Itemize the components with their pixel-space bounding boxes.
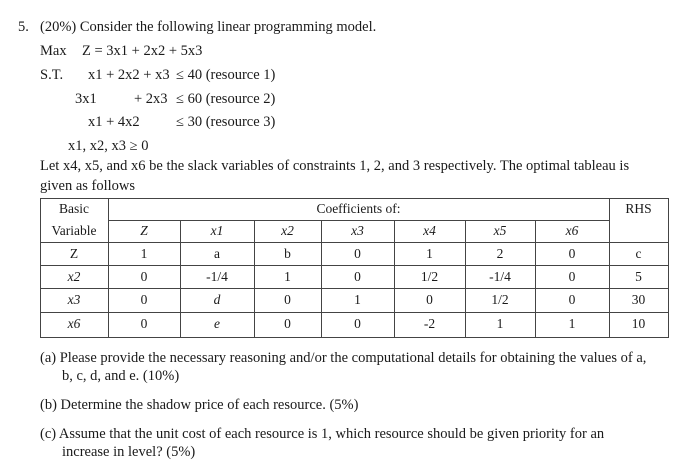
row-x3-cell: 1/2 bbox=[491, 292, 509, 307]
objective-function: Z = 3x1 + 2x2 + 5x3 bbox=[82, 43, 203, 59]
row-z-cell: 1 bbox=[140, 246, 148, 261]
part-b-text: (b) Determine the shadow price of each resource. (5%) bbox=[40, 397, 359, 413]
column-header-x5: x5 bbox=[493, 223, 507, 238]
optimal-tableau bbox=[40, 198, 669, 338]
coefficients-header: Coefficients of: bbox=[316, 201, 401, 216]
row-x6-cell: 0 bbox=[354, 316, 361, 331]
row-z-cell: a bbox=[214, 246, 220, 261]
row-x6-basic: x6 bbox=[67, 316, 81, 331]
row-z-cell: b bbox=[284, 246, 291, 261]
problem-number: 5. bbox=[18, 19, 29, 35]
row-z-cell: 0 bbox=[354, 246, 361, 261]
part-a-text: (a) Please provide the necessary reasoning and/or the computational details for obtaining the values of a, bbox=[40, 350, 647, 366]
row-x3-basic: x3 bbox=[67, 292, 81, 307]
column-header-x1: x1 bbox=[210, 223, 224, 238]
row-x6-cell: 0 bbox=[284, 316, 291, 331]
nonnegativity-constraint: x1, x2, x3 ≥ 0 bbox=[68, 138, 149, 154]
row-x3-cell: 0 bbox=[140, 292, 148, 307]
part-a-text-cont: b, c, d, and e. (10%) bbox=[62, 368, 180, 384]
row-x2-cell: 0 bbox=[140, 269, 148, 284]
row-x2-rhs: 5 bbox=[635, 269, 642, 284]
st-label: S.T. bbox=[40, 67, 64, 83]
row-z-cell: 0 bbox=[568, 246, 576, 261]
row-x6-cell: e bbox=[214, 316, 220, 331]
slack-variables-text-cont: given as follows bbox=[40, 178, 136, 194]
column-header-x2: x2 bbox=[281, 223, 294, 238]
constraint-1-lhs: x1 + 2x2 + x3 bbox=[88, 67, 170, 83]
row-x2-cell: 1/2 bbox=[420, 269, 439, 284]
row-x6-cell: 0 bbox=[140, 316, 148, 331]
row-x3-cell: 0 bbox=[568, 292, 576, 307]
row-x2-cell: 0 bbox=[568, 269, 576, 284]
constraint-3-rhs: ≤ 30 (resource 3) bbox=[176, 114, 276, 130]
row-x3-cell: 1 bbox=[354, 292, 361, 307]
part-c-text-cont: increase in level? (5%) bbox=[62, 444, 196, 460]
part-c-text: (c) Assume that the unit cost of each resource is 1, which resource should be given priority for an bbox=[40, 426, 605, 442]
row-x2-cell: 1 bbox=[284, 269, 291, 284]
row-x3-cell: d bbox=[213, 292, 221, 307]
row-x6-rhs: 10 bbox=[631, 316, 646, 331]
max-label: Max bbox=[40, 43, 67, 59]
row-z-cell: 1 bbox=[426, 246, 433, 261]
constraint-2-lhs-term-2: + 2x3 bbox=[134, 91, 168, 107]
column-header-z: Z bbox=[140, 223, 148, 238]
basic-header: Basic bbox=[59, 201, 89, 216]
constraint-1-rhs: ≤ 40 (resource 1) bbox=[176, 67, 276, 83]
row-x6-cell: 1 bbox=[568, 316, 576, 331]
row-x2-cell: -1/4 bbox=[206, 269, 228, 284]
row-x3-cell: 0 bbox=[426, 292, 433, 307]
rhs-header: RHS bbox=[625, 201, 652, 216]
row-z-rhs: c bbox=[635, 246, 642, 261]
row-x2-cell: -1/4 bbox=[489, 269, 511, 284]
column-header-x4: x4 bbox=[423, 223, 436, 238]
row-x2-cell: 0 bbox=[354, 269, 361, 284]
column-header-x3: x3 bbox=[351, 223, 364, 238]
row-x2-basic: x2 bbox=[67, 269, 81, 284]
constraint-2-rhs: ≤ 60 (resource 2) bbox=[176, 91, 276, 107]
row-z-basic: Z bbox=[69, 246, 79, 261]
row-z-cell: 2 bbox=[496, 246, 504, 261]
constraint-2-lhs-term-1: 3x1 bbox=[75, 91, 97, 107]
slack-variables-text: Let x4, x5, and x6 be the slack variables of constraints 1, 2, and 3 respectively. The optimal tableau is bbox=[40, 158, 630, 174]
row-x6-cell: -2 bbox=[423, 316, 436, 331]
column-header-x6: x6 bbox=[565, 223, 579, 238]
row-x3-rhs: 30 bbox=[631, 292, 646, 307]
variable-header: Variable bbox=[51, 223, 97, 238]
row-x3-cell: 0 bbox=[284, 292, 291, 307]
problem-intro: (20%) Consider the following linear programming model. bbox=[40, 19, 377, 35]
row-x6-cell: 1 bbox=[496, 316, 504, 331]
constraint-3-lhs: x1 + 4x2 bbox=[88, 114, 140, 130]
